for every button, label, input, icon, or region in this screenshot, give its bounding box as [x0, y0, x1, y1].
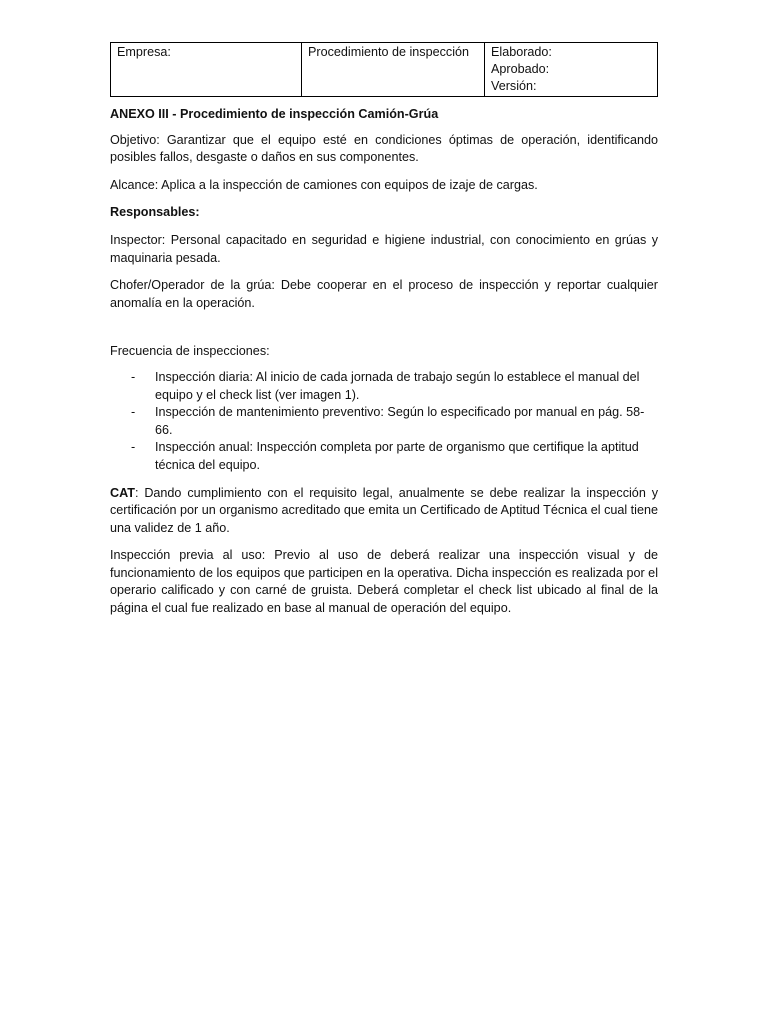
alcance-paragraph: Alcance: Aplica a la inspección de camiones con equipos de izaje de cargas. — [110, 177, 538, 192]
empresa-cell — [111, 43, 302, 97]
frecuencia-heading: Frecuencia de inspecciones: — [110, 344, 270, 359]
version-label: Versión: — [491, 79, 537, 93]
header-table — [110, 42, 658, 97]
cat-paragraph — [110, 485, 658, 538]
inspeccion-previa-paragraph: Inspección previa al uso: Previo al uso de deberá realizar una inspección visual y de funcionamiento de los equipos que participen en la operativa. Dicha inspección es realizada por el operario calificado y con carné de gruista. Deberá completar el check list ubicado al final de la página el cual fue realizado en base al manual de operación del equipo. — [110, 548, 658, 616]
list-item-text: Inspección anual: Inspección completa por parte de organismo que certifique la aptitud técnica del equipo. — [155, 440, 639, 472]
aprobado-label: Aprobado: — [491, 62, 550, 76]
inspector-paragraph: Inspector: Personal capacitado en seguridad e higiene industrial, con conocimiento en grúas y maquinaria pesada. — [110, 232, 658, 265]
objetivo-paragraph: Objetivo: Garantizar que el equipo esté en condiciones óptimas de operación, identificando posibles fallos, desgaste o daños en sus componentes. — [110, 132, 658, 165]
empresa-label: Empresa: — [117, 45, 171, 59]
list-item — [110, 369, 658, 404]
procedimiento-cell — [302, 43, 485, 97]
header-row — [111, 43, 658, 97]
list-dash: - — [131, 405, 136, 420]
list-item — [110, 404, 658, 439]
approval-cell — [485, 43, 658, 97]
procedimiento-label: Procedimiento de inspección — [308, 45, 470, 59]
list-item-text: Inspección diaria: Al inicio de cada jornada de trabajo según lo establece el manual del equipo y el check list (ver imagen 1). — [155, 369, 640, 402]
cat-label: CAT — [110, 485, 135, 500]
chofer-paragraph: Chofer/Operador de la grúa: Debe cooperar en el proceso de inspección y reportar cualquier anomalía en la operación. — [110, 278, 658, 310]
list-dash: - — [131, 369, 136, 384]
elaborado-label: Elaborado: — [491, 45, 552, 59]
document-page — [110, 42, 658, 618]
list-item — [110, 439, 658, 474]
frecuencia-list — [110, 369, 658, 475]
responsables-heading: Responsables: — [110, 205, 200, 220]
document-title: ANEXO III - Procedimiento de inspección Camión-Grúa — [110, 107, 439, 121]
list-dash: - — [131, 440, 136, 455]
list-item-text: Inspección de mantenimiento preventivo: Según lo especificado por manual en pág. 58-66. — [155, 405, 645, 437]
cat-text: : Dando cumplimiento con el requisito legal, anualmente se debe realizar la inspección y certificación por un organismo acreditado que emita un Certificado de Aptitud Técnica el cual tiene una validez de 1 año. — [110, 485, 658, 535]
